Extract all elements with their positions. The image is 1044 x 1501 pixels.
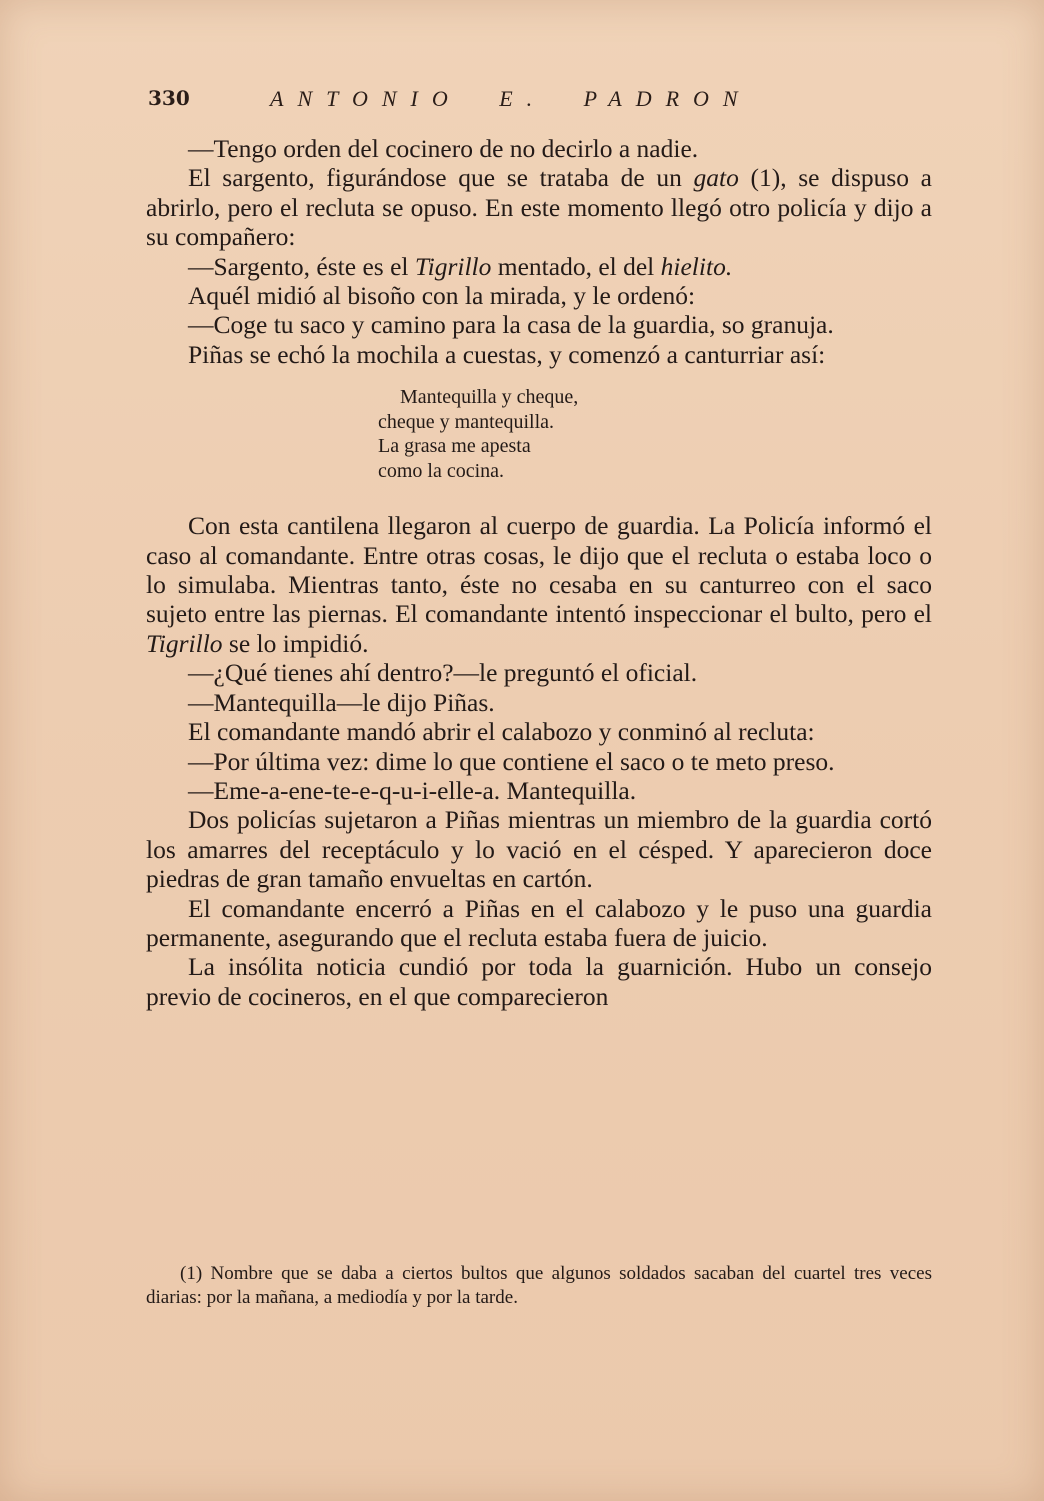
italic-term: Tigrillo (146, 628, 223, 658)
text-run: Con esta cantilena llegaron al cuerpo de guardia. La Policía informó el caso al comandante. Entre otras cosas, le dijo que el recluta o estaba loco o lo simulaba. Mientras tanto, éste no cesaba en su canturreo con el saco sujeto entre las piernas. El comandante intentó inspeccionar el bulto, pero el (146, 511, 932, 629)
verse-line: cheque y mantequilla. (378, 410, 555, 433)
verse-line: como la cocina. (378, 459, 505, 482)
paragraph: El comandante mandó abrir el calabozo y conminó al recluta: (188, 717, 815, 747)
italic-term: Tigrillo (414, 251, 492, 281)
body-text (146, 134, 932, 1011)
paragraph: —¿Qué tienes ahí dentro?—le preguntó el oficial. (188, 658, 698, 688)
paragraph: —Por última vez: dime lo que contiene el saco o te meto preso. (188, 746, 835, 776)
paragraph (146, 252, 932, 281)
paragraph: Dos policías sujetaron a Piñas mientras un miembro de la guardia cortó los amarres del receptáculo y lo vació en el césped. Y aparecieron doce piedras de gran tamaño envueltas en cartón. (146, 805, 932, 894)
italic-term: gato (693, 163, 739, 193)
paragraph (146, 511, 932, 658)
text-run: se lo impidió. (222, 628, 369, 658)
verse-line: La grasa me apesta (378, 435, 531, 458)
running-head: ANTONIO E. PADRON (270, 86, 752, 111)
text-run: (1), se dispuso a abrirlo, pero el recluta se opuso. En este momento llegó otro policía y dijo a su compañero: (146, 163, 932, 252)
paragraph: Piñas se echó la mochila a cuestas, y comenzó a canturriar así: (188, 339, 826, 369)
text-run: —Sargento, éste es el (188, 251, 415, 281)
footnote (146, 1262, 932, 1309)
paragraph: —Tengo orden del cocinero de no decirlo a nadie. (188, 134, 699, 163)
paragraph: El comandante encerró a Piñas en el calabozo y le puso una guardia permanente, asegurando que el recluta estaba fuera de juicio. (146, 893, 932, 952)
page-number: 330 (148, 86, 190, 110)
text-run: El sargento, figurándose que se trataba de un (188, 163, 682, 193)
paragraph: Aquél midió al bisoño con la mirada, y le ordenó: (188, 281, 696, 311)
verse-block (146, 385, 932, 483)
footnote-text: (1) Nombre que se daba a ciertos bultos que algunos soldados sacaban del cuartel tres veces diarias: por la mañana, a mediodía y por la tarde. (146, 1263, 932, 1308)
text-run: mentado, el del (491, 251, 661, 281)
paragraph: —Coge tu saco y camino para la casa de la guardia, so granuja. (188, 310, 834, 340)
paragraph: La insólita noticia cundió por toda la guarnición. Hubo un consejo previo de cocineros, en el que comparecieron (146, 952, 932, 1011)
italic-term: hielito. (660, 251, 733, 281)
paragraph: —Mantequilla—le dijo Piñas. (188, 687, 495, 717)
paragraph (146, 163, 932, 251)
verse-line: Mantequilla y cheque, (400, 386, 579, 409)
paragraph: —Eme-a-ene-te-e-q-u-i-elle-a. Mantequilla. (188, 775, 637, 805)
